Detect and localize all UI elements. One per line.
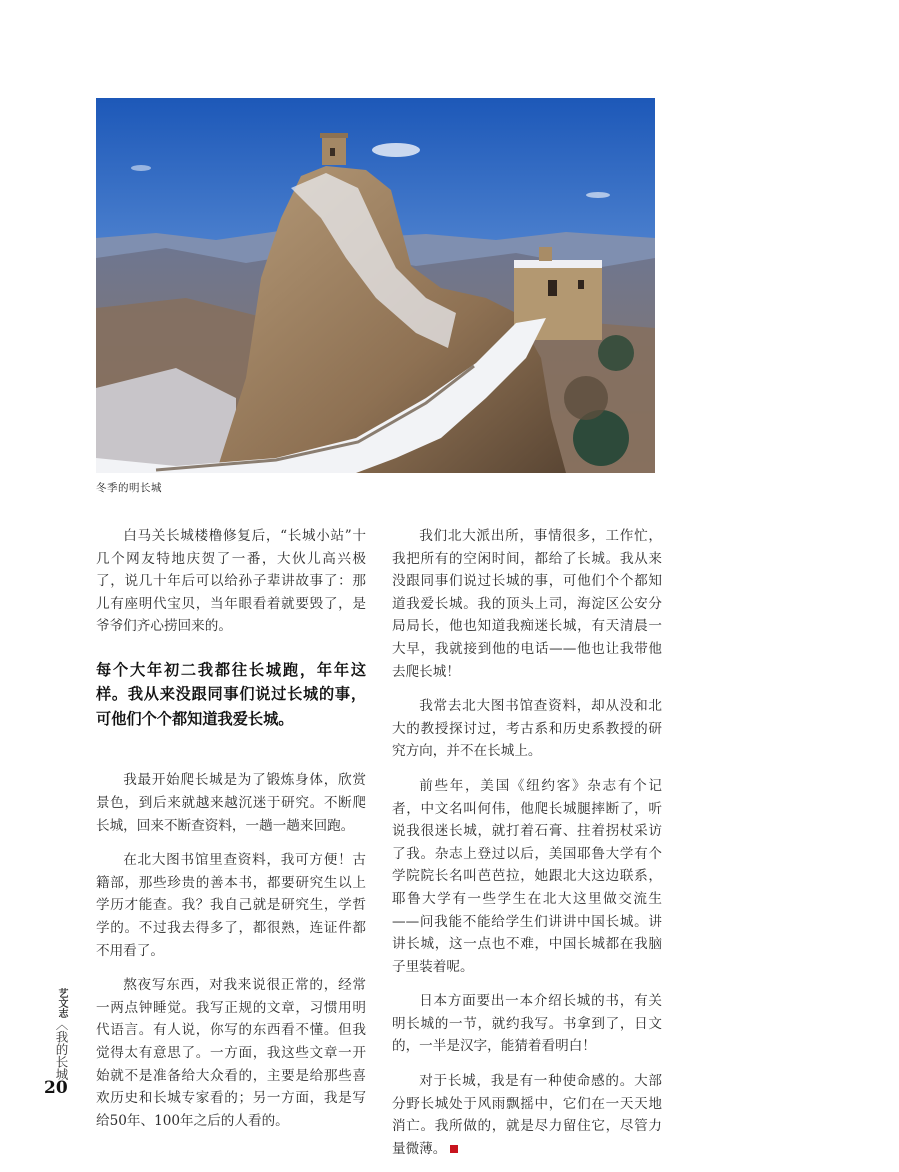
page-number: 20 bbox=[44, 1078, 68, 1098]
paragraph-final bbox=[392, 1070, 662, 1160]
end-of-article-mark bbox=[450, 1145, 458, 1153]
section-name: 我的长城 bbox=[54, 1030, 69, 1081]
paragraph-text: 对于长城，我是有一种使命感的。大部分野长城处于风雨飘摇中，它们在一天天地消亡。我所做的，就是尽力留住它，尽管力量微薄。 bbox=[392, 1073, 662, 1157]
magazine-name: 艺文志 bbox=[56, 988, 67, 1018]
paragraph: 我们北大派出所，事情很多，工作忙，我把所有的空闲时间，都给了长城。我从来没跟同事们说过长城的事，可他们个个都知道我爱长城。我的顶头上司，海淀区公安分局局长，他也知道我痴迷长城，有天清晨一大早，我就接到他的电话——他也让我带他去爬长城！ bbox=[392, 528, 662, 680]
right-column bbox=[392, 525, 662, 1172]
photo-caption: 冬季的明长城 bbox=[96, 482, 162, 494]
great-wall-photo bbox=[96, 98, 655, 473]
paragraph: 在北大图书馆里查资料，我可方便！古籍部，那些珍贵的善本书，都要研究生以上学历才能查。我？我自己就是研究生，学哲学的。不过我去得多了，都很熟，连证件都不用看了。 bbox=[96, 852, 366, 959]
section-label bbox=[42, 988, 68, 1081]
paragraph: 我常去北大图书馆查资料，却从没和北大的教授探讨过，考古系和历史系教授的研究方向，并不在长城上。 bbox=[392, 698, 662, 760]
paragraph: 我最开始爬长城是为了锻炼身体，欣赏景色，到后来就越来越沉迷于研究。不断爬长城，回来不断查资料，一趟一趟来回跑。 bbox=[96, 772, 366, 834]
paragraph: 熬夜写东西，对我来说很正常的，经常一两点钟睡觉。我写正规的文章，习惯用明代语言。有人说，你写的东西看不懂。但我觉得太有意思了。一方面，我这些文章一开始就不是准备给大众看的，主要是给那些喜欢历史和长城专家看的；另一方面，我是写给50年、100年之后的人看的。 bbox=[96, 977, 366, 1129]
paragraph: 日本方面要出一本介绍长城的书，有关明长城的一节，就约我写。书拿到了，日文的，一半是汉字，能猜着看明白！ bbox=[392, 993, 662, 1055]
paragraph: 前些年，美国《纽约客》杂志有个记者，中文名叫何伟，他爬长城腿摔断了，听说我很迷长城，就打着石膏、拄着拐杖采访了我。杂志上登过以后，美国耶鲁大学有个学院院长名叫芭芭拉，她跟北大这边联系，耶鲁大学有一些学生在北大这里做交流生——问我能不能给学生们讲讲中国长城。讲讲长城，这一点也不难，中国长城都在我脑子里装着呢。 bbox=[392, 777, 662, 975]
pull-quote: 每个大年初二我都往长城跑，年年这样。我从来没跟同事们说过长城的事，可他们个个都知道我爱长城。 bbox=[96, 660, 366, 728]
section-divider: 〈 bbox=[54, 1018, 69, 1031]
paragraph: 白马关长城楼橹修复后，“长城小站”十几个网友特地庆贺了一番，大伙儿高兴极了，说几十年后可以给孙子辈讲故事了：那儿有座明代宝贝，当年眼看着就要毁了，是爷爷们齐心捞回来的。 bbox=[96, 528, 366, 635]
left-column bbox=[96, 525, 366, 1144]
